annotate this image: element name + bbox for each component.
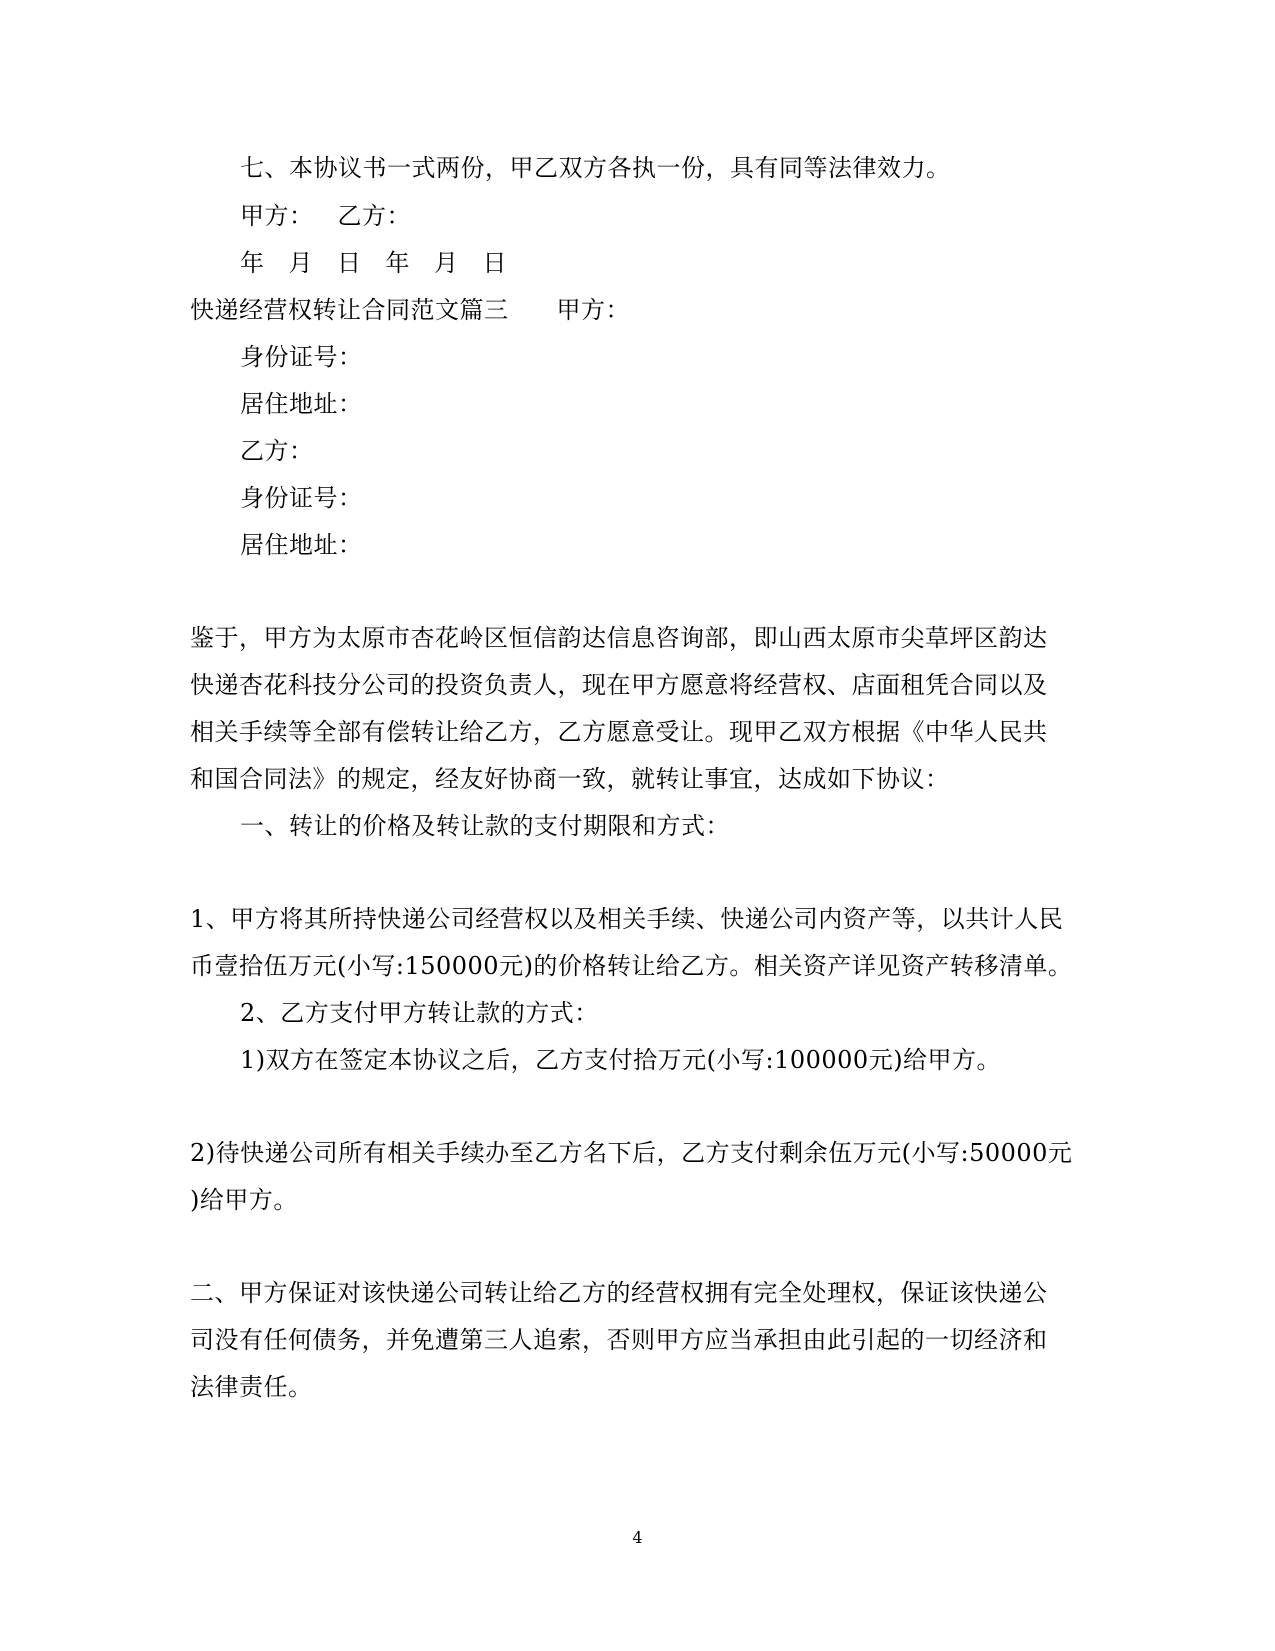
- clause-seven: 七、本协议书一式两份，甲乙双方各执一份，具有同等法律效力。: [240, 154, 951, 182]
- date-month-b: 月: [434, 249, 459, 277]
- preamble-line-4: 和国合同法》的规定，经友好协商一致，就转让事宜，达成如下协议：: [190, 765, 950, 793]
- party-b-address-label: 居住地址：: [240, 531, 363, 559]
- date-month-a: 月: [288, 249, 313, 277]
- clause-one-item-1-line-1: 1、甲方将其所持快递公司经营权以及相关手续、快递公司内资产等，以共计人民: [190, 905, 1064, 933]
- date-day-a: 日: [337, 249, 362, 277]
- section-title: 快递经营权转让合同范文篇三: [190, 296, 509, 324]
- party-a-id-label: 身份证号：: [240, 343, 363, 371]
- party-a-label: 甲方：: [556, 296, 630, 324]
- signature-row: [240, 200, 411, 232]
- clause-one-item-1-line-2: 币壹拾伍万元(小写:150000元)的价格转让给乙方。相关资产详见资产转移清单。: [190, 952, 1073, 980]
- clause-two-line-3: 法律责任。: [190, 1373, 313, 1401]
- party-a-signature-label: 甲方：: [240, 202, 314, 230]
- clause-two-line-2: 司没有任何债务，并免遭第三人追索，否则甲方应当承担由此引起的一切经济和: [190, 1326, 1048, 1354]
- clause-one-heading: 一、转让的价格及转让款的支付期限和方式：: [240, 812, 730, 840]
- date-day-b: 日: [482, 249, 507, 277]
- clause-two-line-1: 二、甲方保证对该快递公司转让给乙方的经营权拥有完全处理权，保证该快递公: [190, 1279, 1048, 1307]
- date-year-b: 年: [385, 249, 410, 277]
- preamble-line-2: 快递杏花科技分公司的投资负责人，现在甲方愿意将经营权、店面租凭合同以及: [190, 671, 1048, 699]
- clause-one-item-2: 2、乙方支付甲方转让款的方式：: [240, 999, 599, 1027]
- preamble-line-3: 相关手续等全部有偿转让给乙方，乙方愿意受让。现甲乙双方根据《中华人民共: [190, 718, 1048, 746]
- party-a-address-label: 居住地址：: [240, 390, 363, 418]
- payment-step-2-line-2: )给甲方。: [190, 1186, 298, 1214]
- payment-step-2-line-1: 2)待快递公司所有相关手续办至乙方名下后，乙方支付剩余伍万元(小写:50000元: [190, 1139, 1073, 1167]
- section-heading-row: [190, 294, 630, 326]
- party-b-id-label: 身份证号：: [240, 484, 363, 512]
- payment-step-1: 1)双方在签定本协议之后，乙方支付拾万元(小写:100000元)给甲方。: [240, 1046, 1002, 1074]
- party-b-label: 乙方：: [240, 437, 314, 465]
- preamble-line-1: 鉴于，甲方为太原市杏花岭区恒信韵达信息咨询部，即山西太原市尖草坪区韵达: [190, 624, 1048, 652]
- date-year-a: 年: [240, 249, 265, 277]
- date-row: [240, 247, 507, 279]
- page-number: 4: [632, 1528, 643, 1547]
- party-b-signature-label: 乙方：: [337, 202, 411, 230]
